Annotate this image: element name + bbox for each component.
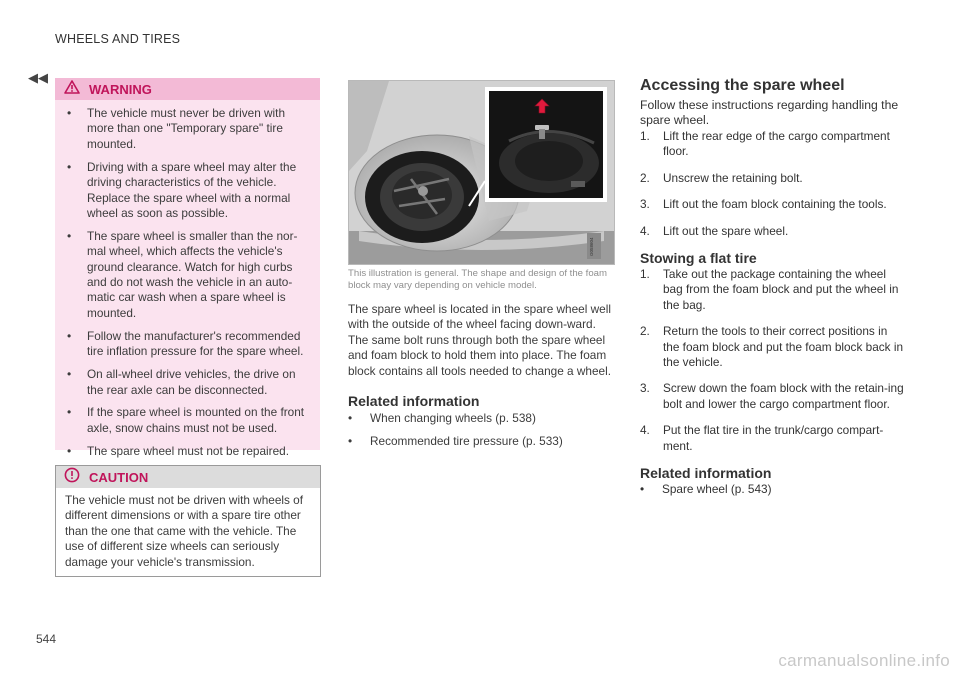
step-text: Unscrew the retaining bolt. — [663, 170, 803, 185]
spare-wheel-illustration — [348, 80, 615, 265]
access-step — [640, 129, 906, 160]
step-number: 1. — [640, 129, 650, 143]
caution-text: The vehicle must not be driven with wheels of different dimensions or with a spare tire other than the one that came with the vehicle. The use of different size wheels can seriously damage your vehicle's transmission. — [65, 493, 304, 569]
access-step — [640, 197, 906, 212]
step-text: Take out the package containing the wheel bag from the foam block and put the wheel in the bag. — [663, 267, 899, 312]
stowing-steps — [640, 267, 906, 454]
step-text: Lift out the foam block containing the tools. — [663, 197, 887, 212]
step-text: Lift the rear edge of the cargo compartment floor. — [663, 129, 890, 159]
access-steps — [640, 129, 906, 239]
caution-title: CAUTION — [89, 469, 149, 485]
stowing-step — [640, 381, 906, 412]
stowing-title: Stowing a flat tire — [640, 250, 757, 267]
step-number: 4. — [640, 223, 650, 238]
warning-item: • On all-wheel drive vehicles, the drive on the rear axle can be disconnected. — [67, 367, 310, 398]
warning-list — [55, 100, 320, 459]
warning-title: WARNING — [89, 81, 152, 97]
watermark: carmanualsonline.info — [778, 651, 950, 670]
caution-box — [55, 465, 321, 577]
warning-item: • The vehicle must never be driven with more than one "Temporary spare" tire mounted. — [67, 106, 310, 152]
related-list — [348, 411, 614, 449]
step-text: Screw down the foam block with the retain-ing bolt and lower the cargo compartment floor. — [663, 381, 904, 411]
access-step — [640, 171, 906, 186]
right-column — [640, 98, 906, 505]
right-related-heading: Related information — [640, 465, 772, 482]
related-link-changing-wheels[interactable]: • When changing wheels (p. 538) — [348, 411, 614, 426]
warning-item: • Driving with a spare wheel may alter the driving characteristics of the vehicle. Replace the spare wheel with a normal wheel as soon as possible. — [67, 160, 310, 222]
figure-caption: This illustration is general. The shape and design of the foam block may vary depending on vehicle model. — [348, 268, 608, 291]
stowing-step — [640, 267, 906, 313]
step-number: 2. — [640, 170, 650, 185]
stowing-step — [640, 324, 906, 370]
access-step — [640, 224, 906, 239]
page-number: 544 — [36, 632, 57, 646]
warning-triangle-icon — [64, 80, 80, 99]
warning-box — [55, 78, 320, 458]
access-title: Accessing the spare wheel — [640, 77, 845, 94]
step-number: 4. — [640, 423, 650, 438]
warning-item: • The spare wheel is smaller than the nor-mal wheel, which affects the vehicle's ground clearance. Watch for high curbs and do not wash the vehicle in an auto-matic car wash when a spare wheel is mounted. — [67, 229, 310, 321]
caution-header — [56, 466, 320, 488]
step-text: Lift out the spare wheel. — [663, 223, 789, 238]
step-number: 1. — [640, 267, 650, 282]
warning-item: • Follow the manufacturer's recommended tire inflation pressure for the spare wheel. — [67, 329, 310, 360]
figure-code: G058604 — [589, 237, 594, 256]
section-header: WHEELS AND TIRES — [55, 32, 181, 46]
related-heading: Related information — [348, 393, 480, 410]
step-number: 3. — [640, 381, 650, 396]
step-text: Return the tools to their correct positions in the foam block and put the foam block back in the vehicle. — [663, 324, 904, 370]
stowing-step — [640, 423, 906, 454]
access-intro: Follow these instructions regarding handling the spare wheel. — [640, 98, 899, 127]
caution-exclamation-icon — [64, 467, 80, 488]
related-link-spare-wheel[interactable]: • Spare wheel (p. 543) — [640, 482, 906, 497]
related-link-tire-pressure[interactable]: • Recommended tire pressure (p. 533) — [348, 434, 614, 449]
back-arrows-icon[interactable]: ◀◀ — [28, 70, 48, 85]
step-number: 3. — [640, 197, 650, 212]
warning-header — [55, 78, 320, 100]
middle-column — [348, 302, 614, 456]
right-related-list — [640, 482, 906, 497]
step-text: Put the flat tire in the trunk/cargo compart-ment. — [663, 423, 884, 453]
warning-item: • The spare wheel must not be repaired. — [67, 444, 310, 459]
step-number: 2. — [640, 324, 650, 339]
warning-item: • If the spare wheel is mounted on the front axle, snow chains must not be used. — [67, 405, 310, 436]
spare-wheel-location-text: The spare wheel is located in the spare wheel well with the outside of the wheel facing down-ward. The same bolt runs through both the spare wheel and foam block to hold them into place. The foam block contains all tools needed to change a wheel. — [348, 302, 611, 378]
